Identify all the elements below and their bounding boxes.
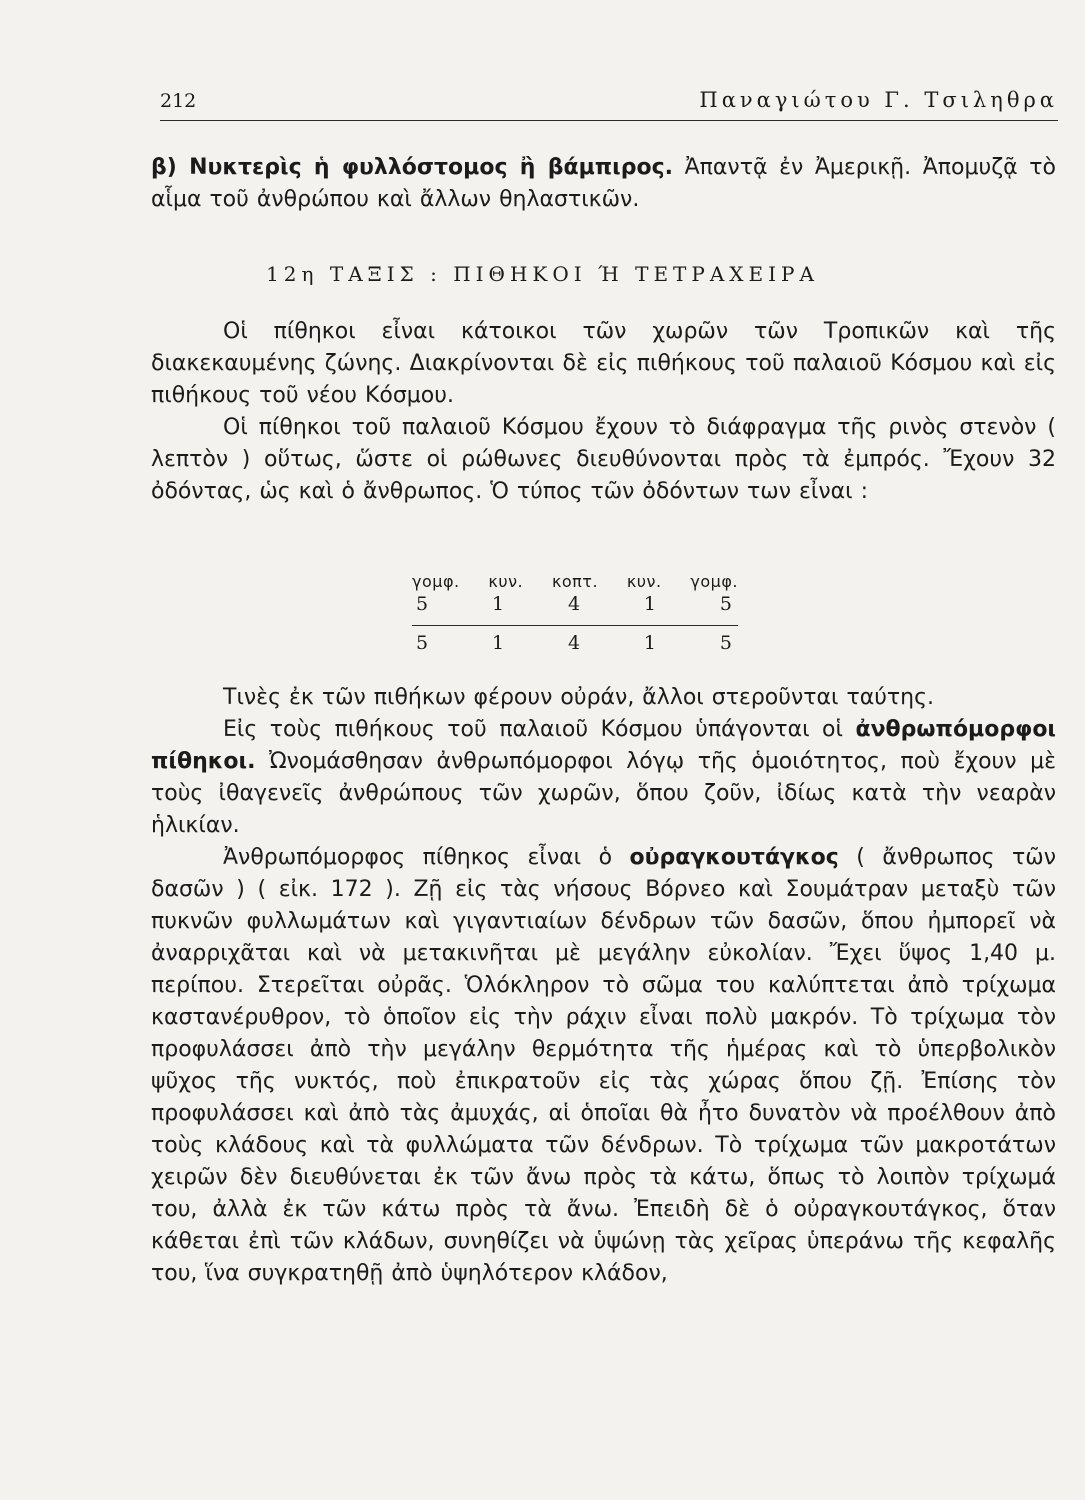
paragraph-1: Οἱ πίθηκοι εἶναι κάτοικοι τῶν χωρῶν τῶν Τροπικῶν καὶ τῆς διακεκαυμένης ζώνης. Διακρίνονται δὲ εἰς πιθήκους τοῦ παλαιοῦ Κόσμου καὶ εἰς πιθήκους τοῦ νέου Κόσμου.: [151, 319, 1056, 408]
primates-intro: [151, 316, 1056, 508]
running-head: Παναγιώτου Γ. Τσιληθρα: [699, 88, 1058, 112]
formula-value: 1: [491, 632, 505, 654]
dental-formula-labels: [412, 572, 738, 591]
bat-text: Ἀπαντᾷ ἐν Ἀμερικῇ. Ἀπομυζᾷ τὸ αἷμα τοῦ ἀνθρώπου καὶ ἄλλων θηλαστικῶν.: [151, 155, 1056, 212]
paragraph-4-text-a: Εἰς τοὺς πιθήκους τοῦ παλαιοῦ Κόσμου ὑπάγονται οἱ: [223, 717, 856, 742]
paragraph-5-text-b: ( ἄνθρωπος τῶν δασῶν ) ( εἰκ. 172 ). Ζῇ εἰς τὰς νήσους Βόρνεο καὶ Σουμάτραν μεταξὺ τῶν πυκνῶν φυλλωμάτων καὶ γιγαντιαίων δένδρων τῶν δασῶν, ὅπου ἠμπορεῖ νὰ ἀναρριχᾶται καὶ νὰ μετακινῆται μὲ μεγάλην εὐκολίαν. Ἔχει ὕψος 1,40 μ. περίπου. Στερεῖται οὐρᾶς. Ὁλόκληρον τὸ σῶμα του καλύπτεται ἀπὸ τρίχωμα καστανέρυθρον, τὸ ὁποῖον εἰς τὴν ράχιν εἶναι πολὺ μακρόν. Τὸ τρίχωμα τὸν προφυλάσσει ἀπὸ τὴν μεγάλην θερμότητα τῆς ἡμέρας καὶ τὸ ὑπερβολικὸν ψῦχος τῆς νυκτός, ποὺ ἐπικρατοῦν εἰς τὰς χώρας ὅπου ζῇ. Ἐπίσης τὸν προφυλάσσει καὶ ἀπὸ τὰς ἀμυχάς, αἱ ὁποῖαι θὰ ἦτο δυνατὸν νὰ προέλθουν ἀπὸ τοὺς κλάδους καὶ τὰ φυλλώματα τῶν δένδρων. Τὸ τρίχωμα τῶν μακροτάτων χειρῶν δὲν διευθύνεται ἐκ τῶν ἄνω πρὸς τὰ κάτω, ὅπως τὸ λοιπὸν τρίχωμά του, ἀλλὰ ἐκ τῶν κάτω πρὸς τὰ ἄνω. Ἐπειδὴ δὲ ὁ οὐραγκουτάγκος, ὅταν κάθεται ἐπὶ τῶν κλάδων, συνηθίζει νὰ ὑψώνῃ τὰς χεῖρας ὑπεράνω τῆς κεφαλῆς του, ἵνα συγκρατηθῇ ἀπὸ ὑψηλότερον κλάδον,: [151, 845, 1056, 1286]
formula-value: 5: [416, 593, 429, 615]
formula-label: γομφ.: [690, 572, 738, 591]
orangutan-term: οὐραγκουτάγκος: [629, 845, 839, 870]
bat-heading: β) Νυκτερὶς ἡ φυλλόστομος ἢ βάμπιρος.: [151, 155, 674, 180]
formula-label: γομφ.: [412, 572, 460, 591]
formula-value: 4: [567, 593, 581, 615]
page-header: [160, 88, 1058, 121]
formula-value: 5: [719, 632, 732, 654]
dental-formula: [412, 572, 738, 654]
formula-label: κυν.: [488, 572, 524, 591]
page-number: 212: [160, 90, 197, 112]
paragraph-3: Τινὲς ἐκ τῶν πιθήκων φέρουν οὐράν, ἄλλοι στεροῦνται ταύτης.: [223, 685, 935, 710]
formula-value: 1: [643, 593, 656, 615]
formula-value: 4: [567, 632, 581, 654]
formula-divider: [412, 625, 738, 626]
formula-value: 5: [719, 593, 732, 615]
formula-value: 1: [643, 632, 656, 654]
bat-paragraph: [151, 152, 1056, 216]
paragraph-5: [151, 842, 1056, 1290]
dental-formula-upper: [412, 593, 738, 615]
paragraph-5-text-a: Ἀνθρωπόμορφος πίθηκος εἶναι ὁ: [223, 845, 630, 870]
formula-value: 5: [416, 632, 429, 654]
primates-body: [151, 682, 1056, 1290]
formula-value: 1: [491, 593, 505, 615]
paragraph-4: [151, 714, 1056, 842]
formula-label: κοπτ.: [551, 572, 599, 591]
paragraph-4-text-b: Ὠνομάσθησαν ἀνθρωπόμορφοι λόγῳ τῆς ὁμοιότητος, ποὺ ἔχουν μὲ τοὺς ἰθαγενεῖς ἀνθρώπους τῶν χωρῶν, ὅπου ζοῦν, ἰδίως κατὰ τὴν νεαρὰν ἡλικίαν.: [151, 749, 1056, 838]
section-title: 12η ΤΑΞΙΣ : ΠΙΘΗΚΟΙ Ή ΤΕΤΡΑΧΕΙΡΑ: [266, 262, 819, 286]
paragraph-2: Οἱ πίθηκοι τοῦ παλαιοῦ Κόσμου ἔχουν τὸ διάφραγμα τῆς ρινὸς στενὸν ( λεπτὸν ) οὕτως, ὥστε οἱ ρώθωνες διευθύνονται πρὸς τὰ ἐμπρός. Ἔχουν 32 ὀδόντας, ὡς καὶ ὁ ἄνθρωπος. Ὁ τύπος τῶν ὀδόντων των εἶναι :: [151, 415, 1056, 504]
formula-label: κυν.: [626, 572, 662, 591]
dental-formula-lower: [412, 632, 738, 654]
bat-entry: [151, 152, 1056, 216]
anthropoid-apes-term: ἀνθρωπόμορφοι πίθηκοι.: [151, 717, 1056, 774]
